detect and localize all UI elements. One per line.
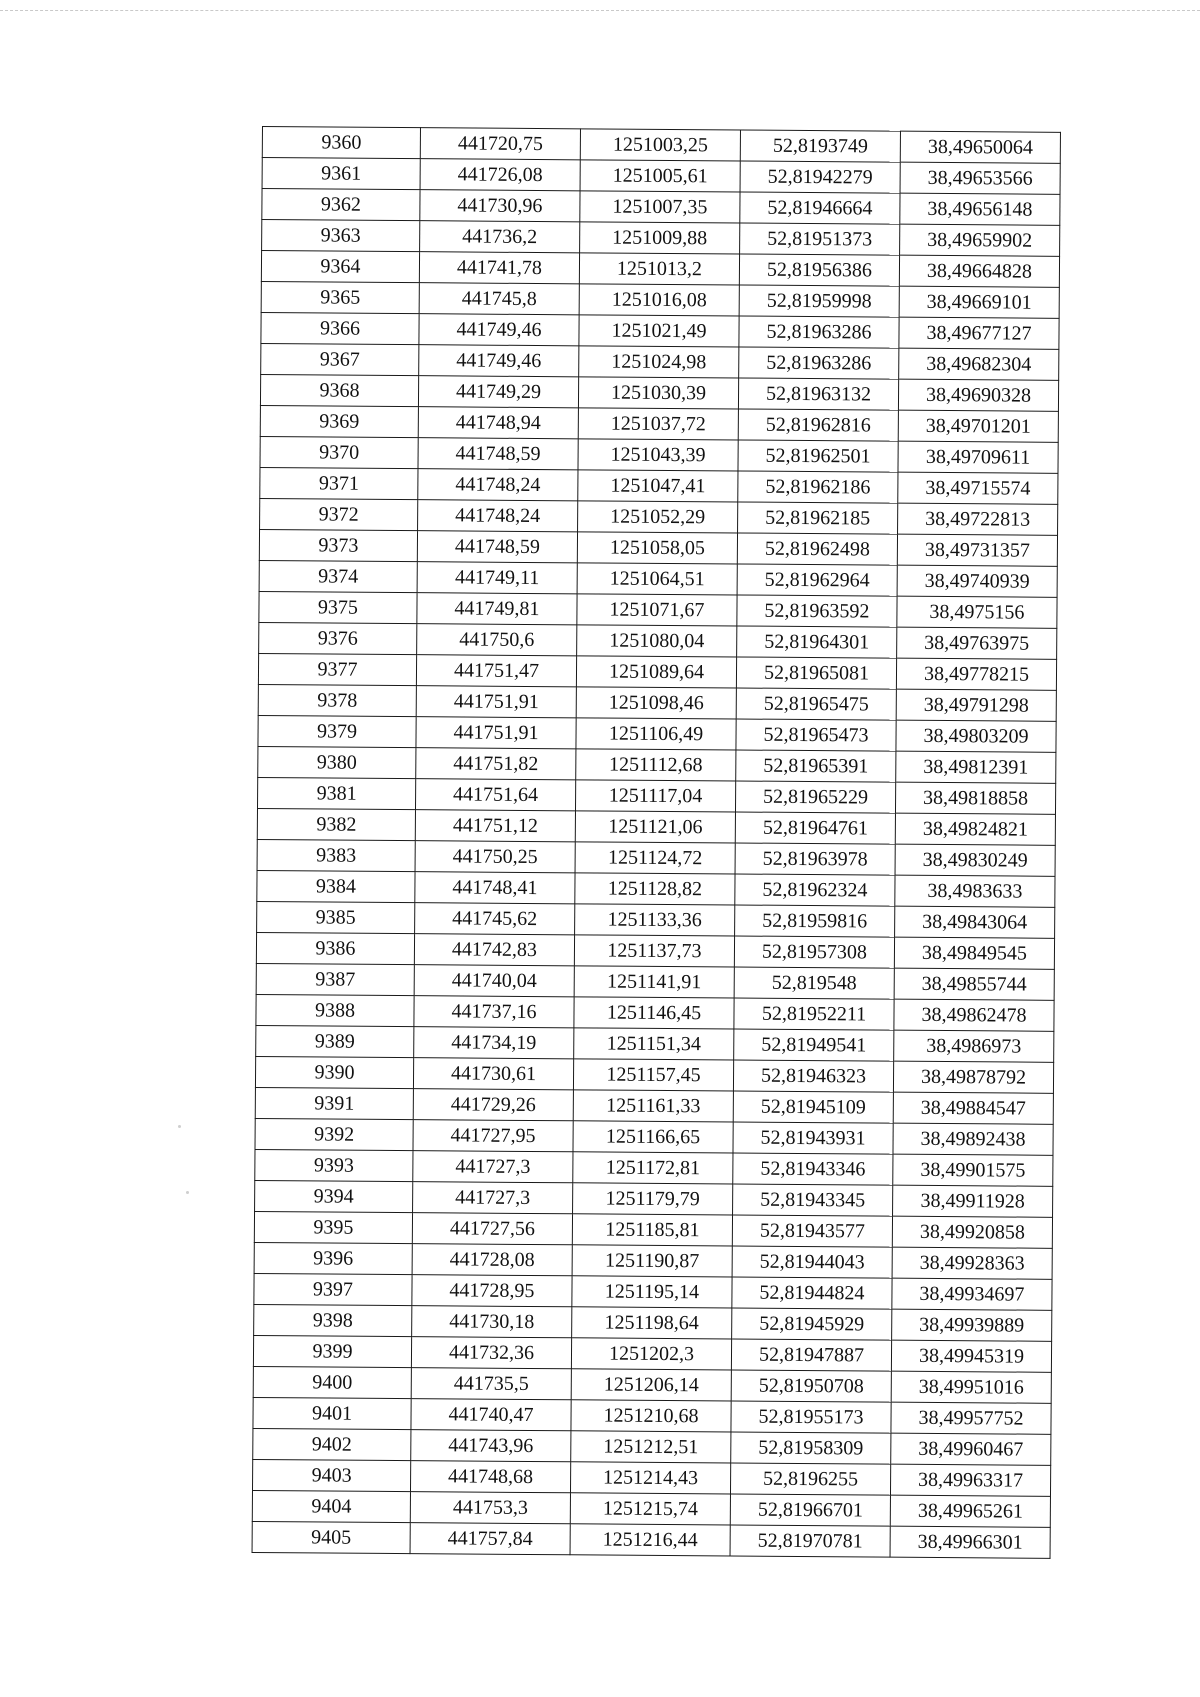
cell-latitude: 52,8193749 xyxy=(740,130,900,162)
cell-latitude: 52,81963132 xyxy=(738,378,898,410)
cell-point: 9396 xyxy=(254,1242,412,1274)
cell-y: 1251043,39 xyxy=(578,439,738,471)
cell-latitude: 52,81944824 xyxy=(732,1277,892,1309)
cell-longitude: 38,49653566 xyxy=(900,162,1060,194)
cell-x: 441727,3 xyxy=(413,1182,573,1214)
cell-point: 9395 xyxy=(254,1211,412,1243)
cell-x: 441736,2 xyxy=(420,221,580,253)
cell-x: 441743,96 xyxy=(411,1430,571,1462)
cell-x: 441728,08 xyxy=(412,1244,572,1276)
cell-y: 1251185,81 xyxy=(572,1214,732,1246)
cell-longitude: 38,49650064 xyxy=(900,131,1060,163)
cell-y: 1251089,64 xyxy=(576,656,736,688)
cell-latitude: 52,81963978 xyxy=(735,843,895,875)
cell-point: 9360 xyxy=(262,127,420,159)
coordinates-table xyxy=(252,126,1061,1559)
cell-point: 9383 xyxy=(257,839,415,871)
cell-point: 9371 xyxy=(260,467,418,499)
cell-point: 9384 xyxy=(257,870,415,902)
cell-y: 1251137,73 xyxy=(574,935,734,967)
cell-longitude: 38,49682304 xyxy=(899,348,1059,380)
cell-point: 9362 xyxy=(262,189,420,221)
cell-x: 441735,5 xyxy=(411,1368,571,1400)
cell-point: 9402 xyxy=(253,1428,411,1460)
cell-point: 9361 xyxy=(262,158,420,190)
cell-longitude: 38,49709611 xyxy=(898,441,1058,473)
cell-latitude: 52,81966701 xyxy=(730,1494,890,1526)
cell-x: 441734,19 xyxy=(414,1027,574,1059)
cell-latitude: 52,81964761 xyxy=(735,812,895,844)
cell-point: 9404 xyxy=(252,1490,410,1522)
cell-longitude: 38,49939889 xyxy=(892,1309,1052,1341)
cell-y: 1251157,45 xyxy=(573,1059,733,1091)
cell-latitude: 52,81943345 xyxy=(733,1184,893,1216)
cell-longitude: 38,49701201 xyxy=(898,410,1058,442)
cell-latitude: 52,81962964 xyxy=(737,564,897,596)
cell-y: 1251198,64 xyxy=(572,1307,732,1339)
cell-y: 1251117,04 xyxy=(575,780,735,812)
cell-x: 441748,68 xyxy=(410,1461,570,1493)
cell-x: 441745,62 xyxy=(415,903,575,935)
cell-y: 1251128,82 xyxy=(575,873,735,905)
cell-y: 1251064,51 xyxy=(577,563,737,595)
cell-longitude: 38,49892438 xyxy=(893,1123,1053,1155)
cell-x: 441727,3 xyxy=(413,1151,573,1183)
cell-y: 1251216,44 xyxy=(570,1524,730,1556)
cell-y: 1251052,29 xyxy=(578,501,738,533)
cell-point: 9373 xyxy=(259,529,417,561)
cell-latitude: 52,81962498 xyxy=(737,533,897,565)
cell-longitude: 38,49763975 xyxy=(897,627,1057,659)
cell-point: 9370 xyxy=(260,436,418,468)
cell-longitude: 38,4986973 xyxy=(894,1030,1054,1062)
cell-y: 1251071,67 xyxy=(577,594,737,626)
cell-x: 441726,08 xyxy=(420,159,580,191)
cell-x: 441751,64 xyxy=(415,779,575,811)
cell-y: 1251212,51 xyxy=(571,1431,731,1463)
cell-longitude: 38,49818858 xyxy=(895,782,1055,814)
scan-top-edge xyxy=(0,10,1200,11)
table-row xyxy=(252,1521,1050,1558)
cell-x: 441749,11 xyxy=(417,562,577,594)
cell-latitude: 52,81965391 xyxy=(736,750,896,782)
cell-y: 1251166,65 xyxy=(573,1121,733,1153)
cell-point: 9400 xyxy=(253,1366,411,1398)
cell-point: 9368 xyxy=(260,374,418,406)
cell-x: 441749,46 xyxy=(419,314,579,346)
cell-longitude: 38,49722813 xyxy=(898,503,1058,535)
cell-longitude: 38,49920858 xyxy=(892,1216,1052,1248)
cell-x: 441732,36 xyxy=(411,1337,571,1369)
cell-longitude: 38,49928363 xyxy=(892,1247,1052,1279)
cell-point: 9363 xyxy=(262,220,420,252)
cell-y: 1251016,08 xyxy=(579,284,739,316)
cell-point: 9401 xyxy=(253,1397,411,1429)
cell-latitude: 52,81963286 xyxy=(739,347,899,379)
cell-y: 1251202,3 xyxy=(571,1338,731,1370)
cell-x: 441740,47 xyxy=(411,1399,571,1431)
cell-y: 1251005,61 xyxy=(580,160,740,192)
cell-longitude: 38,49884547 xyxy=(893,1092,1053,1124)
cell-latitude: 52,81943346 xyxy=(733,1153,893,1185)
cell-longitude: 38,49855744 xyxy=(894,968,1054,1000)
cell-point: 9369 xyxy=(260,405,418,437)
cell-x: 441720,75 xyxy=(420,128,580,160)
cell-x: 441748,24 xyxy=(418,469,578,501)
cell-x: 441751,82 xyxy=(416,748,576,780)
cell-y: 1251013,2 xyxy=(579,253,739,285)
cell-x: 441757,84 xyxy=(410,1523,570,1555)
cell-point: 9378 xyxy=(258,684,416,716)
cell-longitude: 38,49669101 xyxy=(899,286,1059,318)
cell-y: 1251190,87 xyxy=(572,1245,732,1277)
cell-longitude: 38,49951016 xyxy=(891,1371,1051,1403)
cell-x: 441730,61 xyxy=(413,1058,573,1090)
cell-latitude: 52,8196255 xyxy=(730,1463,890,1495)
cell-latitude: 52,81970781 xyxy=(730,1525,890,1557)
cell-point: 9391 xyxy=(255,1087,413,1119)
cell-longitude: 38,49812391 xyxy=(896,751,1056,783)
cell-x: 441748,41 xyxy=(415,872,575,904)
cell-x: 441748,94 xyxy=(418,407,578,439)
cell-y: 1251112,68 xyxy=(576,749,736,781)
cell-y: 1251058,05 xyxy=(577,532,737,564)
cell-point: 9379 xyxy=(258,715,416,747)
cell-longitude: 38,49849545 xyxy=(894,937,1054,969)
cell-y: 1251121,06 xyxy=(575,811,735,843)
cell-x: 441727,56 xyxy=(412,1213,572,1245)
cell-longitude: 38,49878792 xyxy=(893,1061,1053,1093)
cell-y: 1251151,34 xyxy=(574,1028,734,1060)
cell-point: 9382 xyxy=(257,808,415,840)
cell-x: 441751,91 xyxy=(416,686,576,718)
cell-longitude: 38,4975156 xyxy=(897,596,1057,628)
cell-latitude: 52,81965473 xyxy=(736,719,896,751)
cell-point: 9385 xyxy=(257,901,415,933)
cell-x: 441750,25 xyxy=(415,841,575,873)
cell-point: 9367 xyxy=(261,343,419,375)
cell-point: 9374 xyxy=(259,560,417,592)
cell-y: 1251195,14 xyxy=(572,1276,732,1308)
cell-point: 9390 xyxy=(255,1056,413,1088)
cell-y: 1251146,45 xyxy=(574,997,734,1029)
cell-x: 441745,8 xyxy=(419,283,579,315)
cell-y: 1251206,14 xyxy=(571,1369,731,1401)
cell-y: 1251007,35 xyxy=(580,191,740,223)
cell-point: 9386 xyxy=(256,932,414,964)
cell-longitude: 38,49731357 xyxy=(897,534,1057,566)
cell-latitude: 52,81944043 xyxy=(732,1246,892,1278)
cell-y: 1251080,04 xyxy=(577,625,737,657)
cell-x: 441751,91 xyxy=(416,717,576,749)
cell-point: 9365 xyxy=(261,281,419,313)
cell-x: 441730,18 xyxy=(412,1306,572,1338)
cell-point: 9375 xyxy=(259,591,417,623)
cell-latitude: 52,81965475 xyxy=(736,688,896,720)
cell-point: 9377 xyxy=(258,653,416,685)
cell-longitude: 38,49803209 xyxy=(896,720,1056,752)
cell-x: 441730,96 xyxy=(420,190,580,222)
cell-longitude: 38,49659902 xyxy=(900,224,1060,256)
cell-point: 9389 xyxy=(256,1025,414,1057)
cell-x: 441729,26 xyxy=(413,1089,573,1121)
cell-x: 441728,95 xyxy=(412,1275,572,1307)
cell-latitude: 52,81959816 xyxy=(735,905,895,937)
cell-longitude: 38,49965261 xyxy=(890,1495,1050,1527)
cell-latitude: 52,81963592 xyxy=(737,595,897,627)
cell-y: 1251210,68 xyxy=(571,1400,731,1432)
cell-latitude: 52,81962186 xyxy=(738,471,898,503)
cell-longitude: 38,49830249 xyxy=(895,844,1055,876)
cell-x: 441750,6 xyxy=(417,624,577,656)
scan-speck xyxy=(178,1125,181,1128)
cell-x: 441751,12 xyxy=(415,810,575,842)
cell-y: 1251141,91 xyxy=(574,966,734,998)
cell-longitude: 38,49901575 xyxy=(893,1154,1053,1186)
cell-point: 9403 xyxy=(252,1459,410,1491)
cell-longitude: 38,49843064 xyxy=(895,906,1055,938)
cell-point: 9364 xyxy=(261,251,419,283)
cell-x: 441742,83 xyxy=(414,934,574,966)
cell-x: 441727,95 xyxy=(413,1120,573,1152)
coordinates-table-container xyxy=(252,126,1060,1559)
cell-latitude: 52,81943931 xyxy=(733,1122,893,1154)
cell-y: 1251214,43 xyxy=(570,1462,730,1494)
cell-point: 9398 xyxy=(254,1304,412,1336)
cell-longitude: 38,4983633 xyxy=(895,875,1055,907)
cell-latitude: 52,81958309 xyxy=(731,1432,891,1464)
cell-y: 1251021,49 xyxy=(579,315,739,347)
cell-longitude: 38,49934697 xyxy=(892,1278,1052,1310)
cell-point: 9380 xyxy=(258,746,416,778)
cell-point: 9399 xyxy=(253,1335,411,1367)
cell-x: 441748,59 xyxy=(418,438,578,470)
cell-x: 441748,24 xyxy=(418,500,578,532)
cell-x: 441740,04 xyxy=(414,965,574,997)
cell-y: 1251133,36 xyxy=(575,904,735,936)
cell-latitude: 52,81965229 xyxy=(735,781,895,813)
cell-point: 9366 xyxy=(261,312,419,344)
cell-longitude: 38,49963317 xyxy=(890,1464,1050,1496)
cell-x: 441737,16 xyxy=(414,996,574,1028)
cell-y: 1251215,74 xyxy=(570,1493,730,1525)
cell-latitude: 52,81962324 xyxy=(735,874,895,906)
cell-latitude: 52,81962185 xyxy=(738,502,898,534)
cell-longitude: 38,49824821 xyxy=(895,813,1055,845)
cell-longitude: 38,49677127 xyxy=(899,317,1059,349)
cell-latitude: 52,81962816 xyxy=(738,409,898,441)
cell-longitude: 38,49945319 xyxy=(891,1340,1051,1372)
cell-x: 441749,29 xyxy=(418,376,578,408)
cell-point: 9387 xyxy=(256,963,414,995)
cell-point: 9405 xyxy=(252,1521,410,1553)
cell-latitude: 52,81963286 xyxy=(739,316,899,348)
cell-latitude: 52,81962501 xyxy=(738,440,898,472)
cell-point: 9393 xyxy=(255,1149,413,1181)
cell-latitude: 52,819548 xyxy=(734,967,894,999)
cell-latitude: 52,81951373 xyxy=(740,223,900,255)
cell-longitude: 38,49911928 xyxy=(893,1185,1053,1217)
cell-latitude: 52,81945109 xyxy=(733,1091,893,1123)
cell-latitude: 52,81959998 xyxy=(739,285,899,317)
cell-y: 1251106,49 xyxy=(576,718,736,750)
cell-latitude: 52,81952211 xyxy=(734,998,894,1030)
cell-y: 1251047,41 xyxy=(578,470,738,502)
cell-y: 1251161,33 xyxy=(573,1090,733,1122)
cell-point: 9376 xyxy=(259,622,417,654)
cell-longitude: 38,49778215 xyxy=(896,658,1056,690)
cell-longitude: 38,49966301 xyxy=(890,1526,1050,1558)
cell-longitude: 38,49791298 xyxy=(896,689,1056,721)
cell-y: 1251172,81 xyxy=(573,1152,733,1184)
cell-longitude: 38,49740939 xyxy=(897,565,1057,597)
cell-latitude: 52,81955173 xyxy=(731,1401,891,1433)
cell-longitude: 38,49715574 xyxy=(898,472,1058,504)
cell-latitude: 52,81956386 xyxy=(739,254,899,286)
cell-y: 1251124,72 xyxy=(575,842,735,874)
cell-latitude: 52,81942279 xyxy=(740,161,900,193)
cell-point: 9392 xyxy=(255,1118,413,1150)
cell-y: 1251179,79 xyxy=(573,1183,733,1215)
scan-speck xyxy=(186,1191,189,1194)
cell-latitude: 52,81957308 xyxy=(734,936,894,968)
cell-y: 1251037,72 xyxy=(578,408,738,440)
cell-x: 441741,78 xyxy=(419,252,579,284)
cell-latitude: 52,81946323 xyxy=(733,1060,893,1092)
cell-longitude: 38,49862478 xyxy=(894,999,1054,1031)
cell-point: 9394 xyxy=(255,1180,413,1212)
cell-point: 9397 xyxy=(254,1273,412,1305)
cell-x: 441753,3 xyxy=(410,1492,570,1524)
cell-x: 441749,46 xyxy=(419,345,579,377)
cell-point: 9388 xyxy=(256,994,414,1026)
cell-latitude: 52,81950708 xyxy=(731,1370,891,1402)
cell-latitude: 52,81965081 xyxy=(736,657,896,689)
cell-point: 9372 xyxy=(260,498,418,530)
cell-x: 441748,59 xyxy=(417,531,577,563)
cell-longitude: 38,49664828 xyxy=(899,255,1059,287)
cell-y: 1251098,46 xyxy=(576,687,736,719)
cell-x: 441751,47 xyxy=(416,655,576,687)
cell-y: 1251009,88 xyxy=(580,222,740,254)
cell-y: 1251003,25 xyxy=(580,129,740,161)
cell-y: 1251024,98 xyxy=(579,346,739,378)
cell-latitude: 52,81943577 xyxy=(732,1215,892,1247)
cell-latitude: 52,81949541 xyxy=(734,1029,894,1061)
cell-y: 1251030,39 xyxy=(578,377,738,409)
cell-longitude: 38,49690328 xyxy=(898,379,1058,411)
cell-longitude: 38,49656148 xyxy=(900,193,1060,225)
cell-point: 9381 xyxy=(257,777,415,809)
cell-latitude: 52,81947887 xyxy=(731,1339,891,1371)
coordinates-table-body xyxy=(252,127,1060,1559)
cell-latitude: 52,81946664 xyxy=(740,192,900,224)
cell-longitude: 38,49960467 xyxy=(891,1433,1051,1465)
cell-longitude: 38,49957752 xyxy=(891,1402,1051,1434)
cell-latitude: 52,81964301 xyxy=(737,626,897,658)
cell-x: 441749,81 xyxy=(417,593,577,625)
cell-latitude: 52,81945929 xyxy=(732,1308,892,1340)
